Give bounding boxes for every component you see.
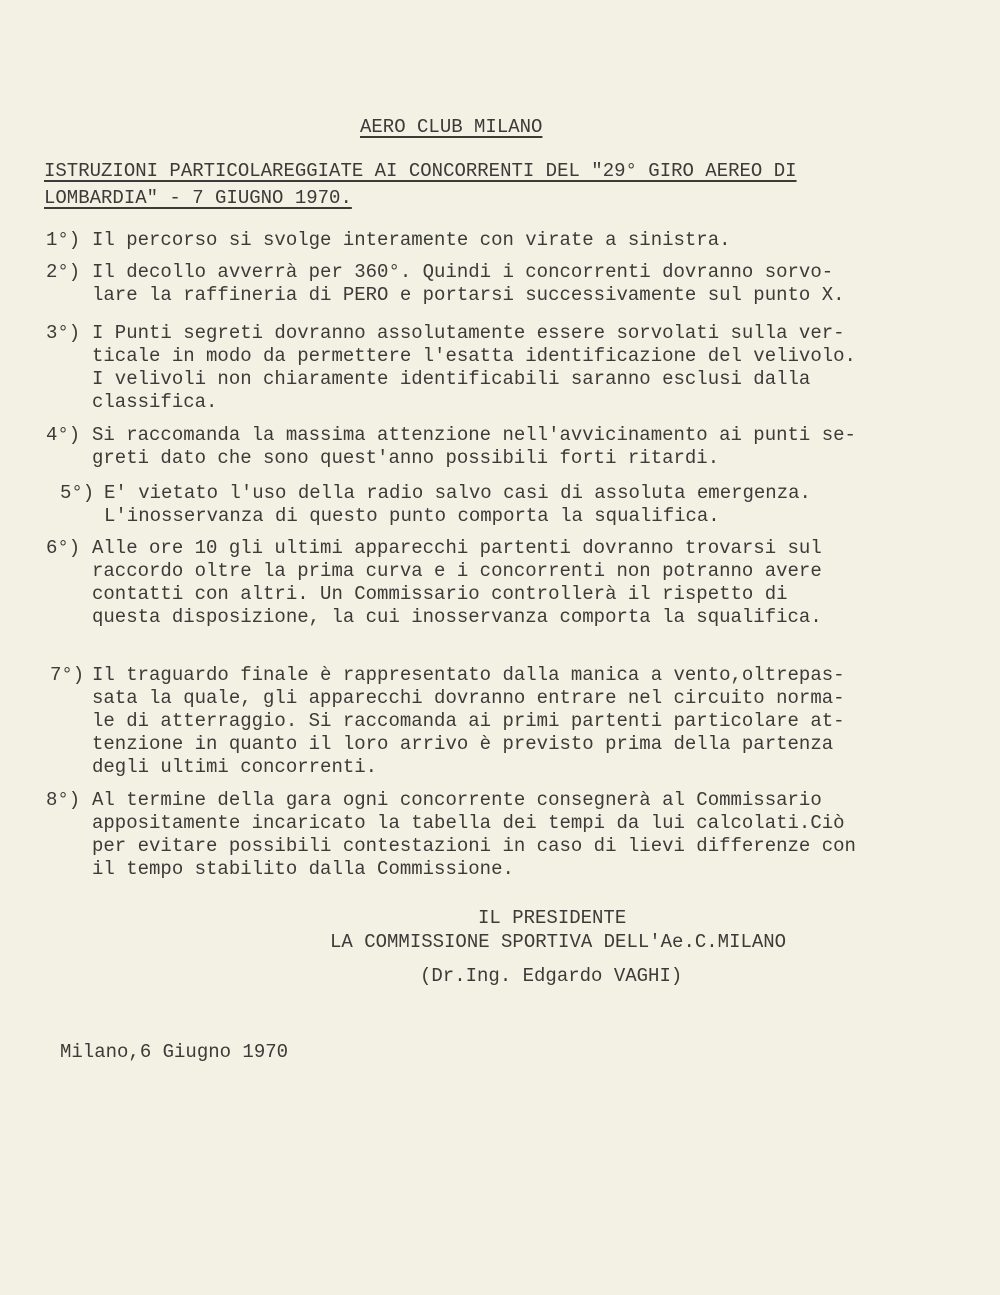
- document-heading: [44, 158, 797, 212]
- place-date: Milano,6 Giugno 1970: [60, 1041, 289, 1063]
- signature-title: IL PRESIDENTE: [478, 907, 627, 929]
- item-line: il tempo stabilito dalla Commissione.: [92, 858, 514, 880]
- item-line: appositamente incaricato la tabella dei tempi da lui calcolati.Ciò: [92, 812, 845, 834]
- item-text: [104, 482, 811, 528]
- heading-line: LOMBARDIA" - 7 GIUGNO 1970.: [44, 187, 352, 209]
- item-line: Si raccomanda la massima attenzione nell'avvicinamento ai punti se-: [92, 424, 856, 446]
- signature-name: (Dr.Ing. Edgardo VAGHI): [420, 965, 683, 987]
- item-line: Il traguardo finale è rappresentato dalla manica a vento,oltrepas-: [92, 664, 845, 686]
- item-line: tenzione in quanto il loro arrivo è previsto prima della partenza: [92, 733, 834, 755]
- item-number: 7°): [50, 664, 85, 686]
- item-line: Il decollo avverrà per 360°. Quindi i concorrenti dovranno sorvo-: [92, 261, 834, 283]
- item-line: greti dato che sono quest'anno possibili forti ritardi.: [92, 447, 720, 469]
- item-text: [92, 789, 856, 881]
- item-line: raccordo oltre la prima curva e i concorrenti non potranno avere: [92, 560, 822, 582]
- item-text: [92, 229, 731, 252]
- item-line: contatti con altri. Un Commissario controllerà il rispetto di: [92, 583, 788, 605]
- item-line: questa disposizione, la cui inosservanza comporta la squalifica.: [92, 606, 822, 628]
- signature-body: LA COMMISSIONE SPORTIVA DELL'Ae.C.MILANO: [330, 931, 787, 953]
- item-text: [92, 322, 856, 414]
- item-text: [92, 664, 845, 779]
- org-title: AERO CLUB MILANO: [360, 116, 543, 138]
- item-number: 2°): [46, 261, 81, 283]
- item-line: lare la raffineria di PERO e portarsi successivamente sul punto X.: [92, 284, 845, 306]
- item-line: I Punti segreti dovranno assolutamente essere sorvolati sulla ver-: [92, 322, 845, 344]
- item-line: Al termine della gara ogni concorrente consegnerà al Commissario: [92, 789, 822, 811]
- item-number: 4°): [46, 424, 81, 446]
- item-line: degli ultimi concorrenti.: [92, 756, 378, 778]
- item-text: [92, 537, 822, 629]
- heading-line: ISTRUZIONI PARTICOLAREGGIATE AI CONCORRENTI DEL "29° GIRO AEREO DI: [44, 160, 797, 182]
- item-line: I velivoli non chiaramente identificabili saranno esclusi dalla: [92, 368, 811, 390]
- item-line: E' vietato l'uso della radio salvo casi di assoluta emergenza.: [104, 482, 811, 504]
- item-number: 6°): [46, 537, 81, 559]
- item-line: Alle ore 10 gli ultimi apparecchi partenti dovranno trovarsi sul: [92, 537, 822, 559]
- item-line: classifica.: [92, 391, 218, 413]
- item-text: [92, 261, 845, 307]
- item-line: le di atterraggio. Si raccomanda ai primi partenti particolare at-: [92, 710, 845, 732]
- item-line: ticale in modo da permettere l'esatta identificazione del velivolo.: [92, 345, 856, 367]
- item-line: per evitare possibili contestazioni in caso di lievi differenze con: [92, 835, 856, 857]
- item-line: L'inosservanza di questo punto comporta la squalifica.: [104, 505, 720, 527]
- item-number: 5°): [60, 482, 95, 504]
- item-text: [92, 424, 856, 470]
- item-number: 8°): [46, 789, 81, 811]
- item-line: Il percorso si svolge interamente con virate a sinistra.: [92, 229, 731, 251]
- item-number: 3°): [46, 322, 81, 344]
- item-line: sata la quale, gli apparecchi dovranno entrare nel circuito norma-: [92, 687, 845, 709]
- item-number: 1°): [46, 229, 81, 251]
